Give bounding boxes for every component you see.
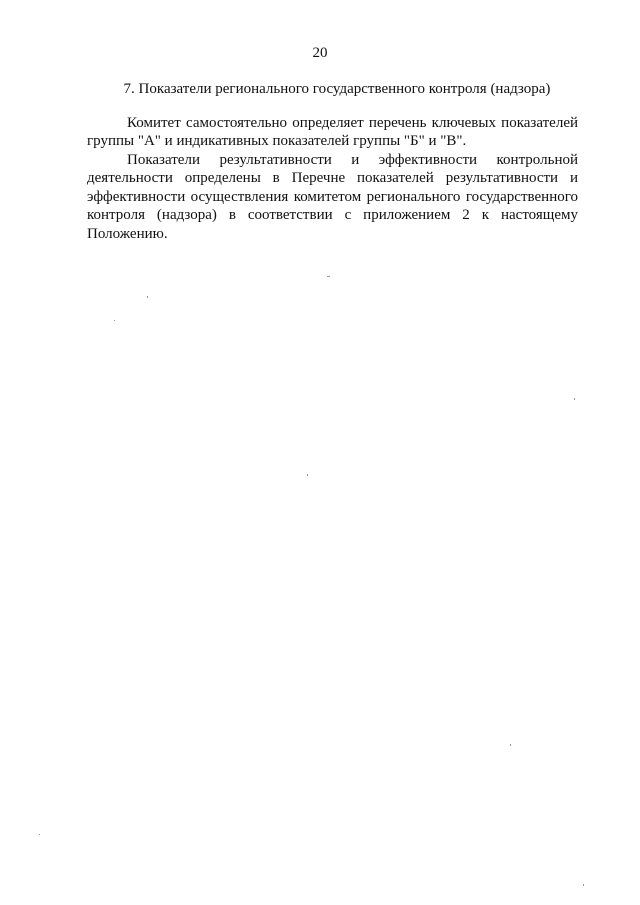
paragraph-performance-indicators: Показатели результативности и эффективности контрольной деятельности определены в Перечне показателей результативности и эффективности осуществления комитетом регионального государственного контроля (надзора) в соответствии с приложением 2 к настоящему Положению.: [87, 152, 578, 242]
scan-speck: [147, 296, 148, 298]
section-heading: 7. Показатели регионального государственного контроля (надзора): [123, 81, 551, 97]
scan-speck: [307, 474, 308, 476]
scan-speck: [114, 320, 115, 321]
paragraph-key-indicators: Комитет самостоятельно определяет перечень ключевых показателей группы "А" и индикативных показателей группы "Б" и "В".: [87, 115, 578, 150]
scan-speck: [574, 398, 575, 400]
scan-speck: [510, 744, 511, 746]
scan-speck: [583, 884, 584, 886]
scan-speck: [39, 834, 40, 835]
scan-speck: [327, 276, 330, 277]
page-number: 20: [312, 45, 328, 61]
